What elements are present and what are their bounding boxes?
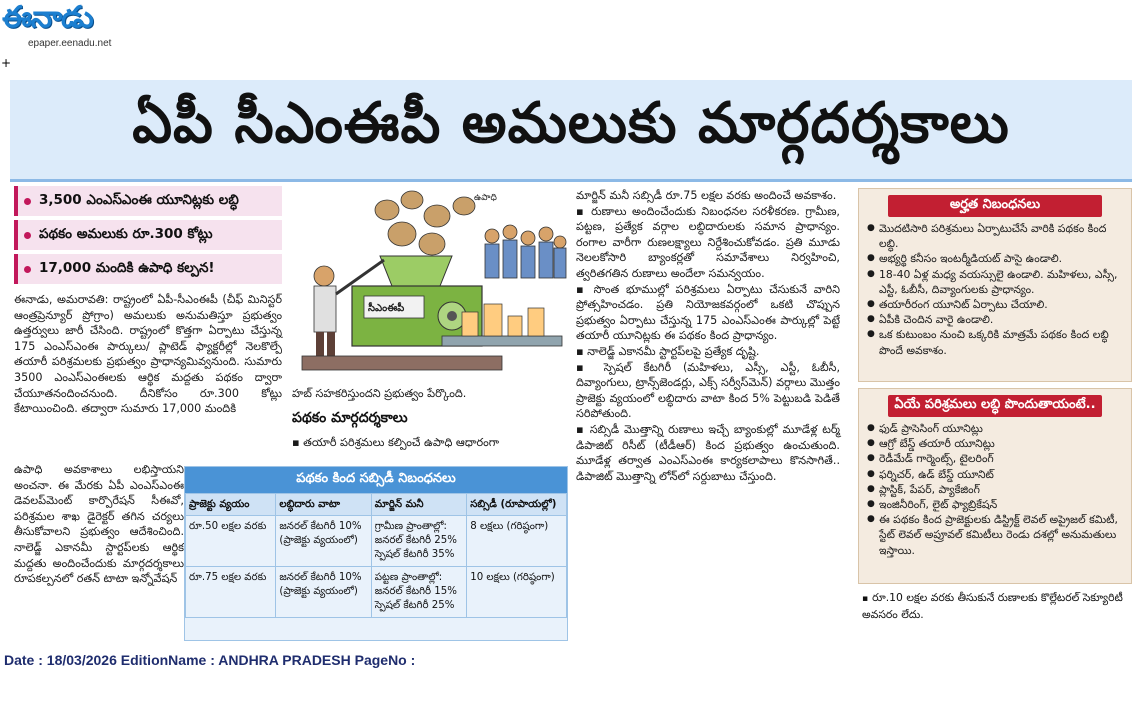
list-item: ● రెడీమేడ్ గార్మెంట్స్, టైలరింగ్ [867,451,1125,466]
bullet-dot-icon [24,198,31,205]
eligibility-list [859,221,1131,364]
cartoon-illustration [292,186,570,382]
bullet-icon: ▪ [862,594,869,604]
edition-footer: Date : 18/03/2026 EditionName : ANDHRA PRADESH PageNo : [4,652,416,668]
table-cell: రూ.75 లక్షల వరకు [186,567,276,618]
body-column-1: ఈనాడు, అమరావతి: రాష్ట్రంలో ఏపీ-సీఎంఈపీ (చీఫ్ మినిస్టర్ ఆంత్రప్రెన్యూర్ ప్రోగ్రాం) అమలుకు అనుమతిస్తూ ప్రభుత్వం ఉత్తర్వులు జారీ చేసింది. రాష్ట్రంలో కొత్తగా ఏర్పాటు చేస్తున్న 175 ఎంఎస్‌ఎంఈ పార్కులు/ ప్లాటెడ్ ఫ్యాక్టరీల్లో నెలకొల్పే తయారీ పరిశ్రమలకు ప్రభుత్వం ప్రాధాన్యమివ్వనుంది. సుమారు 3500 ఎంఎస్‌ఎంఈలకు ఆర్థిక మద్దతు పథకం ద్వారా చేయూతనందించనుంది. దీనికోసం రూ.300 కోట్లు కేటాయించింది. తద్వారా సుమారు 17,000 మందికి [14,293,282,416]
cartoon-machine-label: సీఎంఈపీ [368,303,405,314]
list-item: ● ఫుడ్ ప్రాసెసింగ్ యూనిట్లు [867,421,1125,436]
site-url[interactable]: epaper.eenadu.net [28,38,112,49]
column-header: మార్జిన్ మనీ [371,494,466,516]
table-cell: రూ.50 లక్షల వరకు [186,516,276,567]
list-item: ● ఫర్నిచర్, ఉడ్ బేస్డ్ యూనిట్ [867,467,1125,482]
body-column-3 [576,188,840,484]
column-header: ప్రాజెక్టు వ్యయం [186,494,276,516]
table-row [186,516,567,567]
column-header: సబ్సిడీ (రూపాయల్లో) [467,494,567,516]
industries-title: ఏయే పరిశ్రమలు లబ్ధి పొందుతాయంటే.. [888,395,1102,417]
col3-para: ▪ స్పెషల్ కేటగిరీ (మహిళలు, ఎస్సీ, ఎస్టీ, ఓబీసీ, దివ్యాంగులు, ట్రాన్స్‌జెండర్లు, ఎక్స్ సర్వీస్‌మెన్) వర్గాలు మొత్తం ప్రాజెక్టు వ్యయంలో లబ్ధిదారు వాటా కింద 5% పెట్టుబడి పెడితే సరిపోతుంది. [576,360,840,421]
list-item: ● ఆగ్రో బేస్డ్ తయారీ యూనిట్లు [867,436,1125,451]
table-cell: 10 లక్షలు (గరిష్ఠంగా) [467,567,567,618]
bullet-dot-icon [24,232,31,239]
body-column-2-top: హబ్ సహకరిస్తుందని ప్రభుత్వం పేర్కొంది. [292,387,467,400]
cartoon-bag-label: ఉపాధి [474,193,497,203]
highlight-item: 17,000 మందికి ఉపాధి కల్పన! [14,254,282,284]
subsidy-table-box [184,466,568,641]
col3-para: మార్జిన్ మనీ సబ్సిడీ రూ.75 లక్షల వరకు అందించే అవకాశం. [576,189,837,202]
column-header: లబ్ధిదారు వాటా [276,494,371,516]
table-cell: జనరల్ కేటగిరీ 10% (ప్రాజెక్టు వ్యయంలో) [276,567,371,618]
table-row [186,567,567,618]
table-cell: పట్టణ ప్రాంతాల్లో: జనరల్ కేటగిరీ 15% స్పెషల్ కేటగిరీ 25% [371,567,466,618]
highlight-item: 3,500 ఎంఎస్‌ఎంఈ యూనిట్లకు లబ్ధి [14,186,282,216]
list-item: ● తయారీరంగ యూనిట్ ఏర్పాటు చేయాలి. [867,297,1125,312]
right-sidebar [858,188,1132,642]
industries-box [858,388,1132,584]
masthead [0,0,140,70]
headline-banner [10,80,1132,182]
table-cell: 8 లక్షలు (గరిష్ఠంగా) [467,516,567,567]
eligibility-title: అర్హత నిబంధనలు [888,195,1102,217]
news-clipping [10,80,1132,642]
industries-list [859,421,1131,564]
table-cell: గ్రామీణ ప్రాంతాల్లో: జనరల్ కేటగిరీ 25% స్పెషల్ కేటగిరీ 35% [371,516,466,567]
body-column-1-cont: ఉపాధి అవకాశాలు లభిస్తాయని అంచనా. ఈ మేరకు ఏపీ ఎంఎస్‌ఎంఈ డెవలప్‌మెంట్ కార్పొరేషన్ సీఈవో, పరిశ్రమల శాఖ డైరెక్టర్ తగిన చర్యలు తీసుకోవాలని ప్రభుత్వం ఆదేశించింది. నాలెడ్జ్ ఎకానమీ స్టార్టప్‌లకు ఆర్థిక మద్దతు అందించేందుకు మార్గదర్శకాలు రూపకల్పనలో రతన్ టాటా ఇన్నోవేషన్ [14,463,184,586]
list-item: ● ప్లాస్టిక్, పేపర్, ప్యాకేజింగ్ [867,482,1125,497]
col3-para: ▪ సబ్సిడీ మొత్తాన్ని రుణాలు ఇచ్చే బ్యాంకుల్లో మూడేళ్ల టర్మ్ డిపాజిట్ రిసీట్ (టీడీఆర్) కింద ప్రభుత్వం ఉంచుతుంది. మూడేళ్ల తర్వాత ఎంఎస్‌ఎంఈ కార్యకలాపాలు కొనసాగితే.. డిపాజిట్ మొత్తాన్ని లోన్‌లో సర్దుబాటు చేస్తుంది. [576,422,840,483]
subsidy-table-title: పథకం కింద సబ్సిడీ నిబంధనలు [185,467,567,493]
subsidy-table [185,493,567,618]
col3-para: ▪ సొంత భూముల్లో పరిశ్రమలు ఏర్పాటు చేసుకునే వారిని ప్రోత్సహించడం. ప్రతి నియోజకవర్గంలో ఒకటి చొప్పున ప్రభుత్వం ఏర్పాటు చేస్తున్న 175 ఎంఎస్‌ఎంఈ పార్కుల్లో పెట్టే తయారీ యూనిట్లకు ఈ పథకం కింద ప్రాధాన్యం. [576,282,840,343]
body-column-2-bullet: ▪ తయారీ పరిశ్రమలు కల్పించే ఉపాధి ఆధారంగా [292,436,500,449]
plus-marker: + [1,56,12,70]
list-item: ● ఏపీకి చెందిన వారై ఉండాలి. [867,312,1125,327]
list-item: ● 18-40 ఏళ్ల మధ్య వయస్సులై ఉండాలి. మహిళలు, ఎస్సీ, ఎస్టీ, ఓబీసీ, దివ్యాంగులకు ప్రాధాన్యం. [867,267,1125,297]
col3-para: ▪ రుణాలు అందించేందుకు నిబంధనల సరళీకరణ. గ్రామీణ, పట్టణ, ప్రత్యేక వర్గాల లబ్ధిదారులకు సమాన ప్రాధాన్యం. రంగాల వారీగా రుణలక్ష్యాలు నిర్దేశించుకోవడం. ప్రతి మూడు నెలలకోసారి బ్యాంకర్లతో సమావేశాలు నిర్వహించి, త్వరితగతిన రుణాలు అందేలా సమన్వయం. [576,204,840,280]
bullet-dot-icon [24,266,31,273]
list-item: ● మొదటిసారి పరిశ్రమలు ఏర్పాటుచేసే వారికి పథకం కింద లబ్ధి. [867,221,1125,251]
headline: ఏపీ సీఎంఈపీ అమలుకు మార్గదర్శకాలు [132,89,1010,156]
scheme-guidelines-heading: పథకం మార్గదర్శకాలు [292,410,408,426]
list-item: ● ఒక కుటుంబం నుంచి ఒక్కరికి మాత్రమే పథకం కింద లబ్ధి పొందే అవకాశం. [867,327,1125,357]
col3-para: ▪ నాలెడ్జ్ ఎకానమీ స్టార్టప్‌లపై ప్రత్యేక దృష్టి. [576,344,760,358]
list-item: ● ఇంజినీరింగ్, లైట్ ఫ్యాబ్రికేషన్ [867,497,1125,512]
collateral-note: ▪ రూ.10 లక్షల వరకు తీసుకునే రుణాలకు కొల్లేటరల్ సెక్యూరిటీ అవసరం లేదు. [862,591,1123,622]
table-header-row [186,494,567,516]
highlight-item: పథకం అమలుకు రూ.300 కోట్లు [14,220,282,250]
eenadu-logo[interactable]: ఈనాడు [2,0,93,35]
highlights [14,186,282,288]
list-item: ● ఈ పథకం కింద ప్రాజెక్టులకు డిస్ట్రిక్ట్ లెవల్ అప్రైజల్ కమిటీ, స్టేట్ లెవల్ అప్రూవల్ కమిటీలు రెండు దశల్లో అనుమతులు ఇస్తాయి. [867,512,1125,558]
eligibility-box [858,188,1132,382]
list-item: ● అభ్యర్థి కనీసం ఇంటర్మీడియట్ పాసై ఉండాలి. [867,251,1125,266]
table-cell: జనరల్ కేటగిరీ 10% (ప్రాజెక్టు వ్యయంలో) [276,516,371,567]
